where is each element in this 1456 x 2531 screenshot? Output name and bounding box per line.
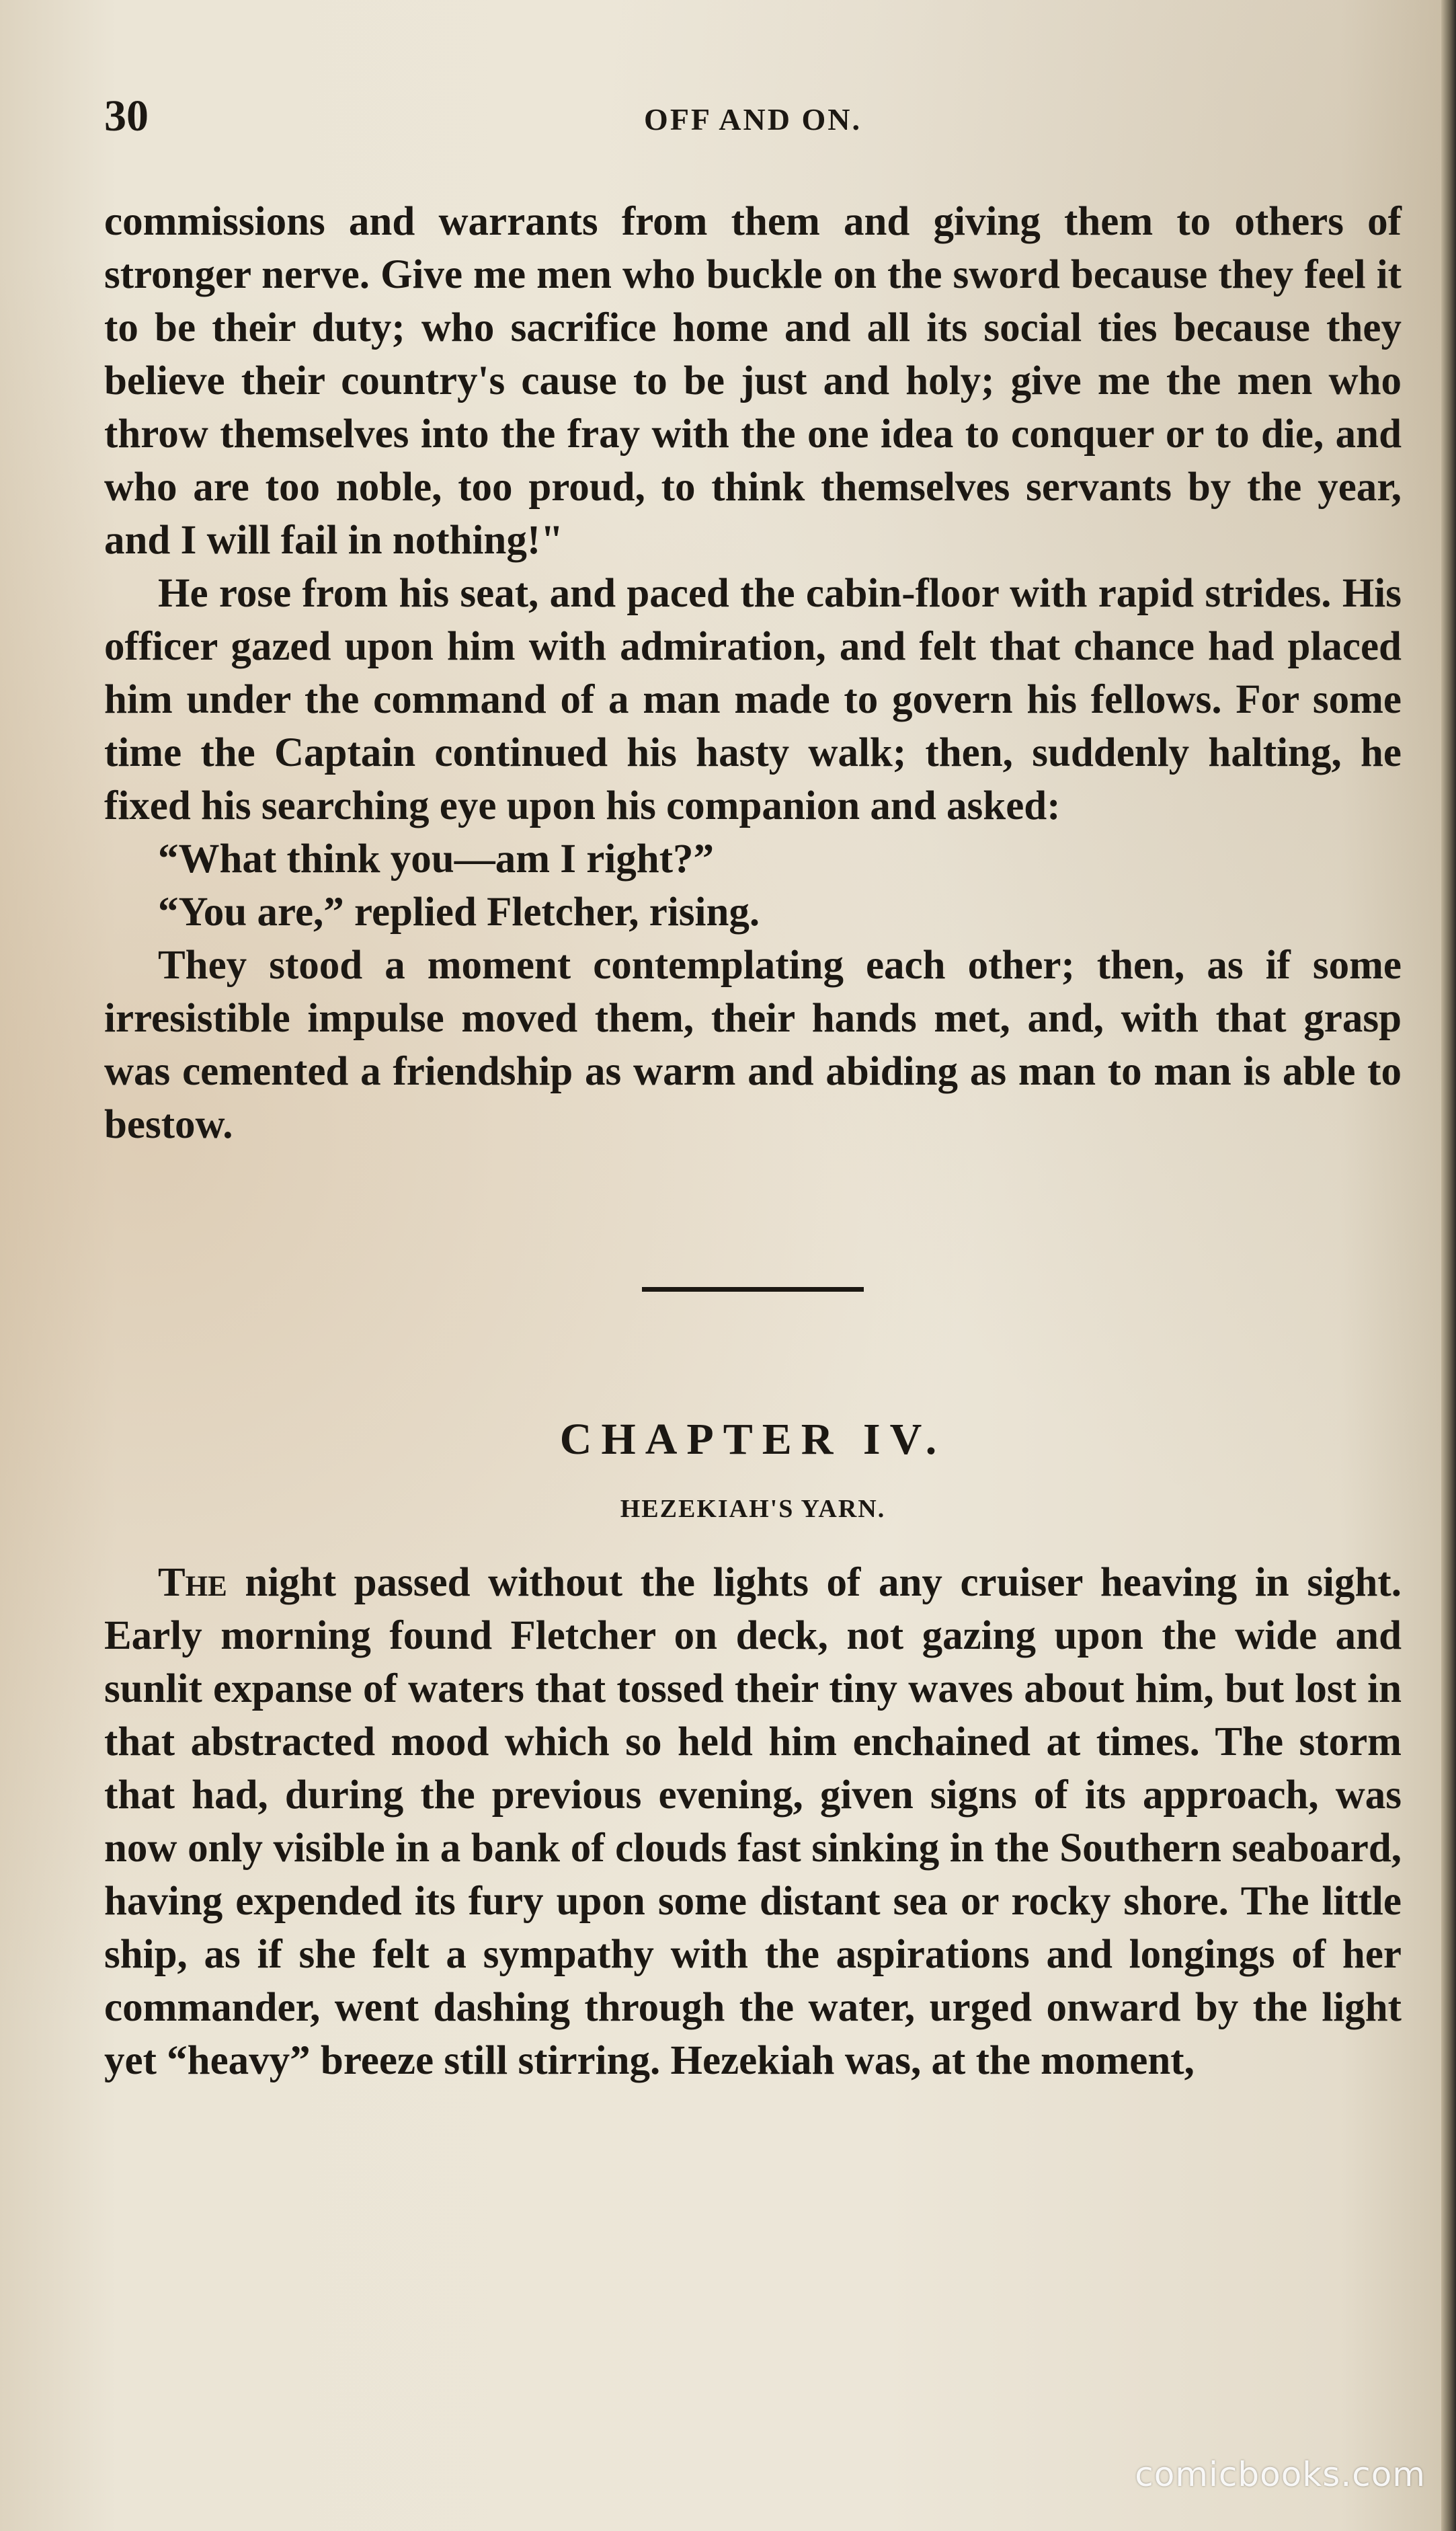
section-divider-rule	[642, 1287, 864, 1292]
chapter-subtitle: HEZEKIAH'S YARN.	[620, 1495, 886, 1523]
book-spine-edge	[1441, 0, 1456, 2531]
paragraph-2: He rose from his seat, and paced the cabin-floor with rapid strides. His officer gazed upon him with admiration, and felt that chance had placed him under the command of a man made to govern his fellows. For some time the Captain continued his hasty walk; then, suddenly halting, he fixed his searching eye upon his companion and asked:	[104, 571, 1402, 828]
page-header	[104, 91, 1402, 151]
paragraph-4: “You are,” replied Fletcher, rising.	[158, 890, 760, 935]
paragraph-3: “What think you—am I right?”	[158, 836, 715, 882]
site-watermark: comicbooks.com	[1135, 2455, 1426, 2494]
running-title: OFF AND ON.	[644, 102, 862, 137]
page-body	[104, 195, 1402, 2087]
chapter-paragraph-1-text: night passed without the lights of any cruiser heaving in sight. Early morning found Fletcher on deck, not gazing upon the wide and sunlit expanse of waters that tossed their tiny waves about him, but lost in that abstracted mood which so held him enchained at times. The storm that had, during the previous evening, given signs of its approach, was now only visible in a bank of clouds fast sinking in the Southern seaboard, having expended its fury upon some distant sea or rocky shore. The little ship, as if she felt a sympathy with the aspirations and longings of her commander, went dashing through the water, urged onward by the light yet “heavy” breeze still stirring. Hezekiah was, at the moment,	[104, 1560, 1402, 2083]
paragraph-1: commissions and warrants from them and giving them to others of stronger nerve. Give me men who buckle on the sword because they feel it to be their duty; who sacrifice home and all its social ties because they believe their country's cause to be just and holy; give me the men who throw themselves into the fray with the one idea to conquer or to die, and who are too noble, too proud, to think themselves servants by the year, and I will fail in nothing!"	[104, 199, 1402, 563]
chapter-first-word: The	[158, 1560, 227, 1605]
chapter-paragraph-1	[104, 1556, 1402, 2087]
chapter-title: CHAPTER IV.	[559, 1415, 946, 1464]
paragraph-5: They stood a moment contemplating each other; then, as if some irresistible impulse moved them, their hands met, and, with that grasp was cemented a friendship as warm and abiding as man to man is able to bestow.	[104, 943, 1402, 1147]
page-number: 30	[104, 91, 149, 141]
